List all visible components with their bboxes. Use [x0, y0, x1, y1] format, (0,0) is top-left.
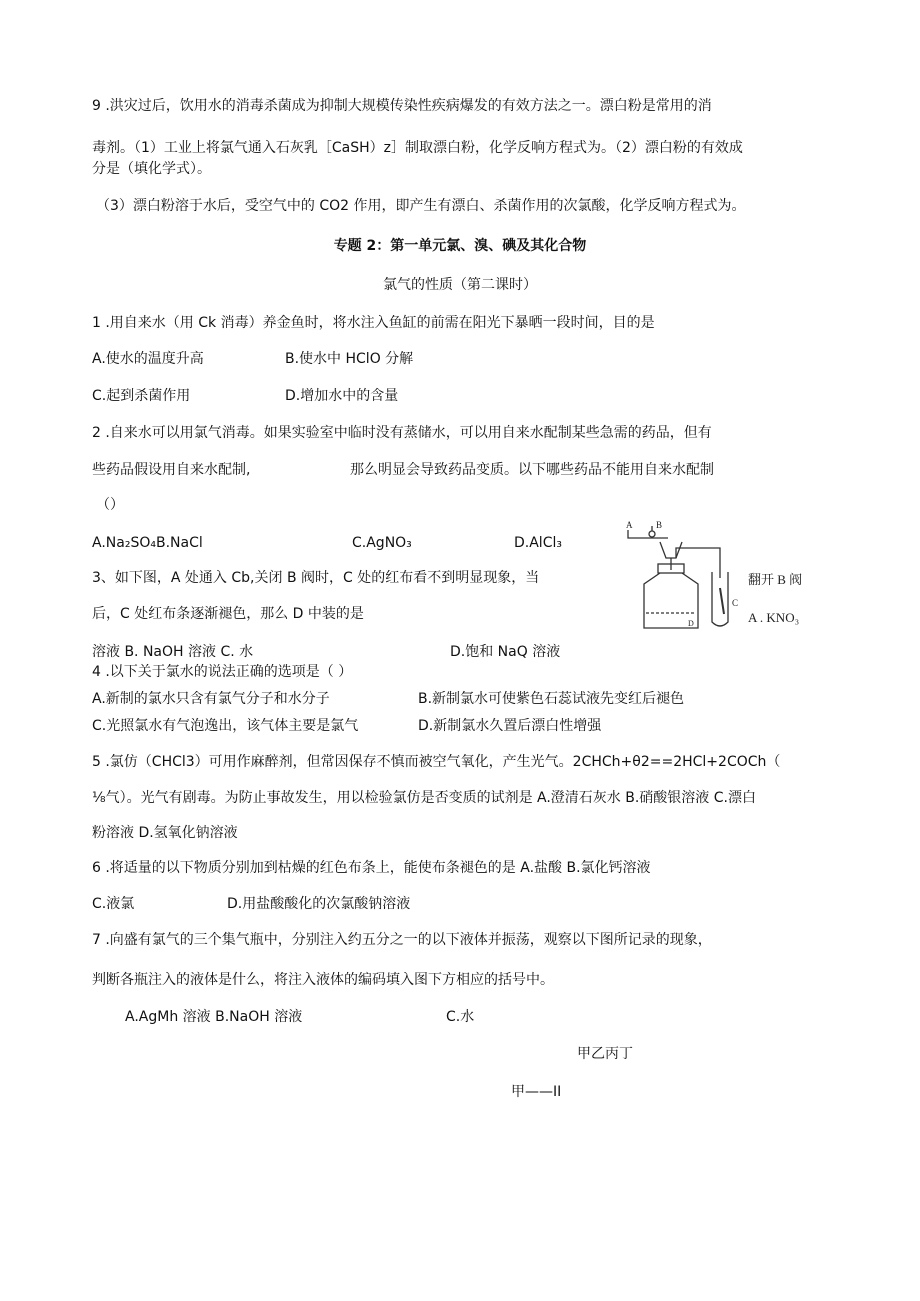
q7-answer-line: 甲——II: [511, 1084, 562, 1100]
figure-text-kno3: A . KNO₃: [748, 610, 800, 625]
q1-option-d: D.增加水中的含量: [285, 388, 399, 404]
funnel-top: [660, 542, 682, 558]
q1-option-b: B.使水中 HClO 分解: [285, 351, 414, 367]
test-tube-c: [712, 572, 728, 626]
q7-line-2: 判断各瓶注入的液体是什么，将注入液体的编码填入图下方相应的括号中。: [92, 972, 554, 988]
q9-line-1: 9 .洪灾过后，饮用水的消毒杀菌成为抑制大规模传染性疾病爆发的有效方法之一。漂白粉是常用的消: [92, 98, 712, 114]
q2-paren: （）: [96, 497, 124, 513]
q4-option-d: D.新制氯水久置后漂白性增强: [418, 718, 602, 734]
q6-option-c: C.液氯: [92, 896, 135, 912]
q5-line-3: 粉溶液 D.氢氧化钠溶液: [92, 825, 238, 841]
q4-option-c: C.光照氯水有气泡逸出，该气体主要是氯气: [92, 718, 359, 734]
q2-line-2a: 些药品假设用自来水配制,: [92, 462, 251, 478]
inlet-tube: [628, 530, 668, 538]
section-title: 专题 2：第一单元氯、溴、碘及其化合物: [333, 238, 587, 254]
q2-option-c: C.AgNO₃: [352, 535, 412, 551]
q6-option-d: D.用盐酸酸化的次氯酸钠溶液: [227, 896, 411, 912]
q2-stem: 2 .自来水可以用氯气消毒。如果实验室中临时没有蒸储水，可以用自来水配制某些急需的药品，但有: [92, 425, 712, 441]
q4-stem: 4 .以下关于氯水的说法正确的选项是（ ）: [92, 664, 353, 680]
q5-line-1: 5 .氯仿（CHCl3）可用作麻醉剂，但常因保存不慎而被空气氧化，产生光气。2CHCh+θ2==2HCl+2COCh（: [92, 754, 781, 770]
q2-line-2b: 那么明显会导致药品变质。以下哪些药品不能用自来水配制: [350, 462, 714, 478]
q1-option-a: A.使水的温度升高: [92, 351, 204, 367]
figure-label-d: D: [688, 619, 694, 628]
q7-option-c: C.水: [446, 1009, 475, 1025]
figure-label-c: C: [732, 598, 739, 608]
figure-label-b: B: [656, 520, 663, 530]
q9-line-4: （3）漂白粉溶于水后，受空气中的 CO2 作用，即产生有漂白、杀菌作用的次氯酸，化学反响方程式为。: [96, 198, 746, 214]
q2-option-ab: A.Na₂SO₄B.NaCl: [92, 535, 203, 551]
q3-option-d: D.饱和 NaQ 溶液: [450, 644, 561, 660]
q7-line-1: 7 .向盛有氯气的三个集气瓶中，分别注入约五分之一的以下液体并振荡，观察以下图所记录的现象，: [92, 932, 712, 948]
q9-line-2: 毒剂。（1）工业上将氯气通入石灰乳［CaSH）z］制取漂白粉，化学反响方程式为。（2）漂白粉的有效成: [92, 140, 743, 156]
q6-line-1: 6 .将适量的以下物质分别加到枯燥的红色布条上，能使布条褪色的是 A.盐酸 B.氯化钙溶液: [92, 860, 651, 876]
q1-stem: 1 .用自来水（用 Ck 消毒）养金鱼时，将水注入鱼缸的前需在阳光下暴晒一段时间，目的是: [92, 315, 655, 331]
q3-stem: 3、如下图，A 处通入 Cb,关闭 B 阀时，C 处的红布看不到明显现象，当: [92, 570, 540, 586]
q4-option-b: B.新制氯水可使紫色石蕊试液先变红后褪色: [418, 691, 685, 707]
q3-option-abc: 溶液 B. NaOH 溶液 C. 水: [92, 644, 254, 660]
figure-label-a: A: [626, 520, 633, 530]
valve-b: [649, 531, 655, 537]
q7-bottle-labels: 甲乙丙丁: [577, 1046, 633, 1062]
q4-option-a: A.新制的氯水只含有氯气分子和水分子: [92, 691, 330, 707]
q1-option-c: C.起到杀菌作用: [92, 388, 191, 404]
red-cloth-strip: [720, 588, 724, 614]
figure-text-open-valve: 翻开 B 阀: [748, 572, 803, 587]
gas-apparatus-figure: [620, 518, 830, 633]
q2-option-d: D.AlCl₃: [514, 535, 562, 551]
section-subtitle: 氯气的性质（第二课时）: [383, 277, 537, 293]
q9-line-3: 分是（填化学式）。: [92, 161, 211, 177]
q5-line-2: ⅛气）。光气有剧毒。为防止事故发生，用以检验氯仿是否变质的试剂是 A.澄清石灰水 B.硝酸银溶液 C.漂白: [92, 790, 756, 806]
q7-option-ab: A.AgMh 溶液 B.NaOH 溶液: [125, 1009, 303, 1025]
q3-line-2: 后，C 处红布条逐渐褪色，那么 D 中装的是: [92, 606, 364, 622]
